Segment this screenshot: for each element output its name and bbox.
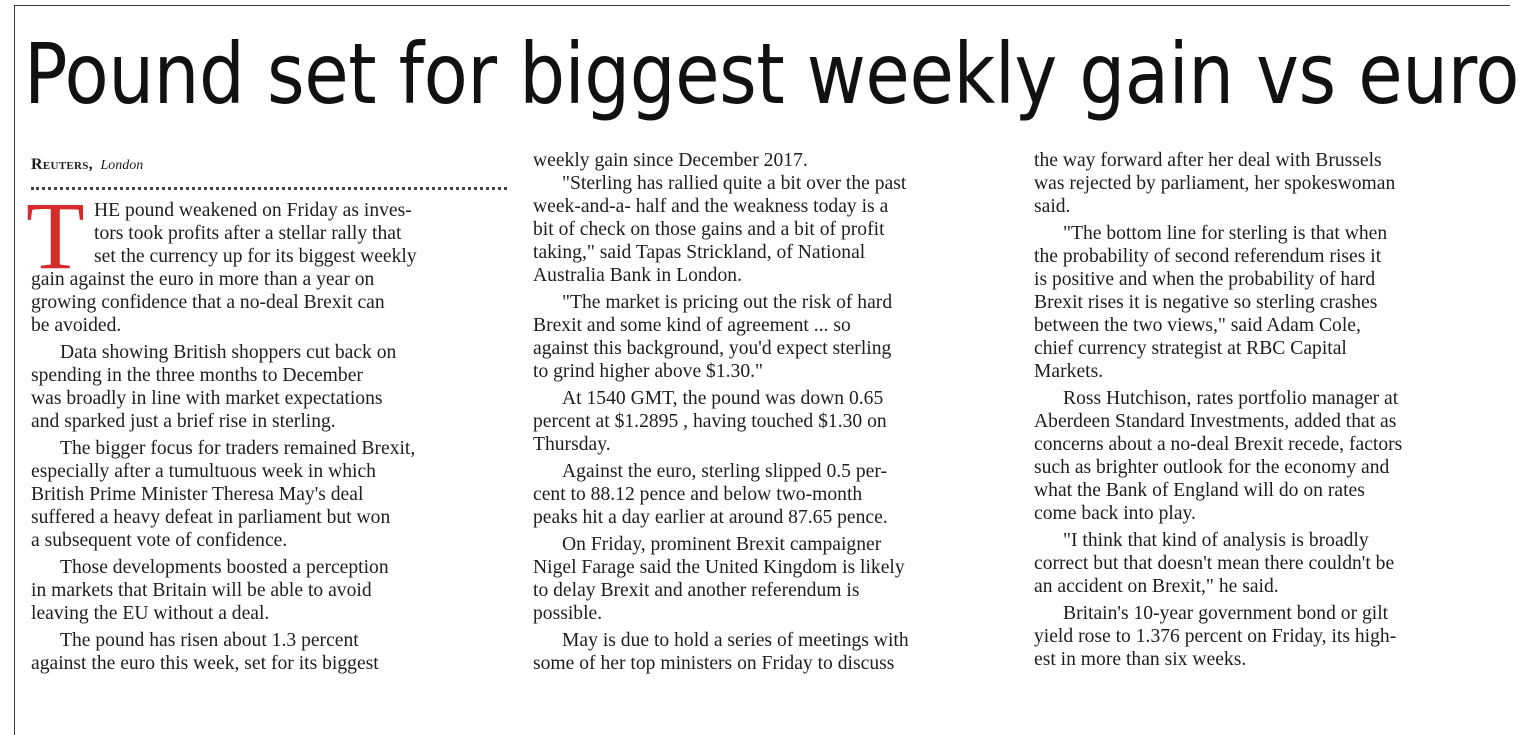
text-line: growing confidence that a no-deal Brexit can — [31, 292, 385, 313]
text-line: was broadly in line with market expectations — [31, 388, 383, 409]
byline-divider — [31, 187, 507, 190]
text-line: the probability of second referendum rises it — [1034, 246, 1382, 267]
text-line: Data showing British shoppers cut back on — [60, 342, 397, 363]
text-line: peaks hit a day earlier at around 87.65 pence. — [533, 507, 888, 528]
text-line: cent to 88.12 pence and below two-month — [533, 484, 863, 505]
article-column-1 — [31, 199, 417, 675]
text-line: the way forward after her deal with Brussels — [1034, 150, 1382, 171]
text-line: some of her top ministers on Friday to discuss — [533, 653, 895, 674]
text-line: est in more than six weeks. — [1034, 649, 1247, 670]
text-line: be avoided. — [31, 315, 122, 336]
text-line: against this background, you'd expect sterling — [533, 338, 892, 359]
article-column-3 — [1034, 149, 1402, 671]
text-line: come back into play. — [1034, 503, 1196, 524]
text-line: HE pound weakened on Friday as inves- — [94, 200, 412, 221]
text-line: British Prime Minister Theresa May's deal — [31, 484, 364, 505]
text-line: gain against the euro in more than a year on — [31, 269, 375, 290]
headline: Pound set for biggest weekly gain vs euro — [24, 25, 1520, 123]
text-line: "The bottom line for sterling is that when — [1063, 223, 1388, 244]
text-line: to grind higher above $1.30." — [533, 361, 764, 382]
text-line: "Sterling has rallied quite a bit over the past — [562, 173, 907, 194]
text-line: Thursday. — [533, 434, 611, 455]
text-line: said. — [1034, 196, 1071, 217]
text-line: May is due to hold a series of meetings with — [562, 630, 909, 651]
text-line: Those developments boosted a perception — [60, 557, 389, 578]
text-line: what the Bank of England will do on rates — [1034, 480, 1365, 501]
text-line: weekly gain since December 2017. — [533, 150, 808, 171]
text-line: leaving the EU without a deal. — [31, 603, 270, 624]
text-line: an accident on Brexit," he said. — [1034, 576, 1279, 597]
text-line: between the two views," said Adam Cole, — [1034, 315, 1361, 336]
text-line: At 1540 GMT, the pound was down 0.65 — [562, 388, 884, 409]
text-line: and sparked just a brief rise in sterling. — [31, 411, 336, 432]
text-line: taking," said Tapas Strickland, of National — [533, 242, 866, 263]
text-line: yield rose to 1.376 percent on Friday, its high- — [1034, 626, 1397, 647]
text-line: percent at $1.2895 , having touched $1.30 on — [533, 411, 887, 432]
left-rule — [14, 5, 15, 735]
text-line: Ross Hutchison, rates portfolio manager at — [1063, 388, 1399, 409]
text-line: in markets that Britain will be able to avoid — [31, 580, 372, 601]
text-line: such as brighter outlook for the economy and — [1034, 457, 1390, 478]
text-line: suffered a heavy defeat in parliament but won — [31, 507, 391, 528]
text-line: Britain's 10-year government bond or gilt — [1063, 603, 1389, 624]
text-line: Aberdeen Standard Investments, added that as — [1034, 411, 1397, 432]
text-line: chief currency strategist at RBC Capital — [1034, 338, 1347, 359]
text-line: to delay Brexit and another referendum is — [533, 580, 860, 601]
text-line: Brexit and some kind of agreement ... so — [533, 315, 851, 336]
text-line: bit of check on those gains and a bit of profit — [533, 219, 885, 240]
text-line: Against the euro, sterling slipped 0.5 per- — [562, 461, 888, 482]
text-line: is positive and when the probability of hard — [1034, 269, 1376, 290]
text-line: spending in the three months to December — [31, 365, 363, 386]
drop-cap: T — [26, 182, 85, 289]
text-line: The pound has risen about 1.3 percent — [60, 630, 359, 651]
text-line: set the currency up for its biggest weekly — [94, 246, 417, 267]
top-rule — [14, 5, 1510, 6]
byline-location: London — [100, 158, 144, 173]
text-line: a subsequent vote of confidence. — [31, 530, 288, 551]
text-line: On Friday, prominent Brexit campaigner — [562, 534, 882, 555]
text-line: "The market is pricing out the risk of hard — [562, 292, 893, 313]
text-line: correct but that doesn't mean there couldn't be — [1034, 553, 1395, 574]
text-line: Brexit rises it is negative so sterling crashes — [1034, 292, 1378, 313]
text-line: Markets. — [1034, 361, 1104, 382]
text-line: especially after a tumultuous week in which — [31, 461, 376, 482]
byline — [31, 156, 143, 175]
text-line: possible. — [533, 603, 603, 624]
text-line: The bigger focus for traders remained Brexit, — [60, 438, 416, 459]
text-line: concerns about a no-deal Brexit recede, factors — [1034, 434, 1403, 455]
text-line: was rejected by parliament, her spokeswoman — [1034, 173, 1396, 194]
article-column-2 — [533, 149, 909, 675]
text-line: "I think that kind of analysis is broadly — [1063, 530, 1369, 551]
text-line: week-and-a- half and the weakness today is a — [533, 196, 889, 217]
text-line: against the euro this week, set for its biggest — [31, 653, 379, 674]
byline-agency: Reuters, — [31, 156, 93, 173]
text-line: Australia Bank in London. — [533, 265, 742, 286]
text-line: Nigel Farage said the United Kingdom is likely — [533, 557, 905, 578]
text-line: tors took profits after a stellar rally that — [94, 223, 402, 244]
